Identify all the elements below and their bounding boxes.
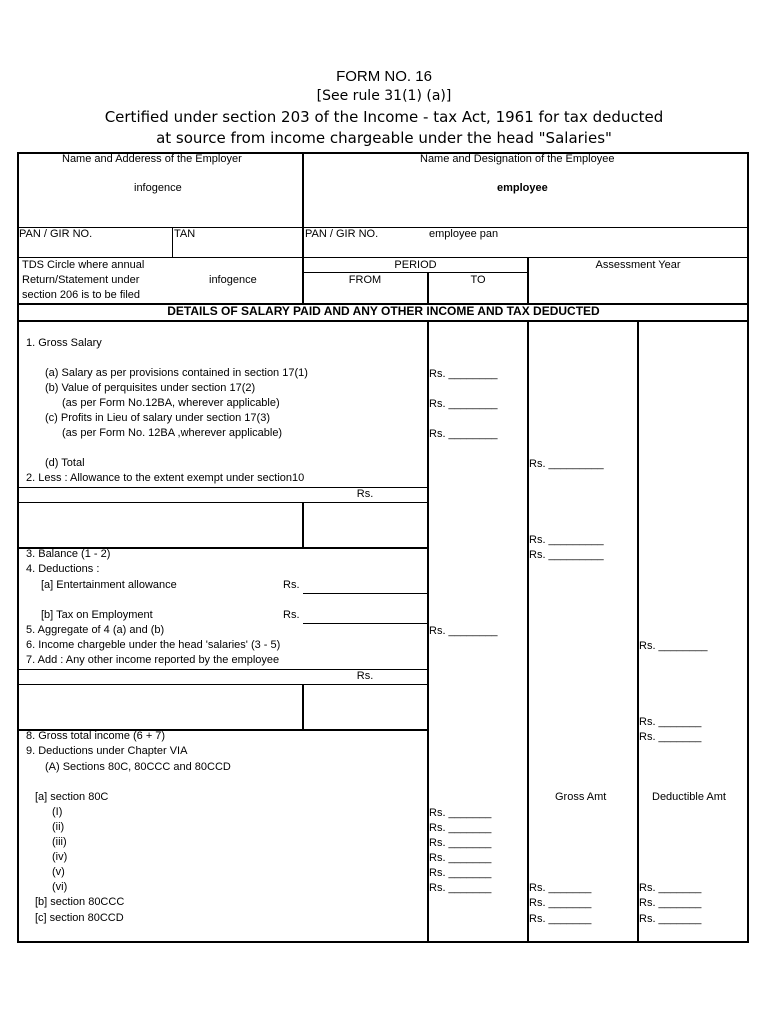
row-profits-lieu: (c) Profits in Lieu of salary under section 17(3) <box>45 412 270 424</box>
row-other-income: 7. Add : Any other income reported by the employee <box>26 654 280 666</box>
tax-employment-rs-label: Rs. <box>283 609 300 621</box>
amount-80c-iv[interactable]: Rs. _______ <box>429 852 492 864</box>
deductible-amt-80c-vi[interactable]: Rs. _______ <box>639 882 702 894</box>
pan-gir-label: PAN / GIR NO. <box>19 228 93 240</box>
row-perquisites-note: (as per Form No.12BA, wherever applicable) <box>62 397 280 409</box>
amount-profits-lieu[interactable]: Rs. ________ <box>429 428 498 440</box>
deductible-amt-80ccc[interactable]: Rs. _______ <box>639 897 702 909</box>
employee-pan-value: employee pan <box>429 228 499 240</box>
amount-80c-vi[interactable]: Rs. _______ <box>429 882 492 894</box>
row-gross-total-income: 8. Gross total income (6 + 7) <box>26 730 166 742</box>
entertainment-rs-label: Rs. <box>283 579 300 591</box>
deductible-amt-80ccd[interactable]: Rs. _______ <box>639 913 702 925</box>
allowance-rs-label: Rs. <box>356 488 374 500</box>
row-aggregate: 5. Aggregate of 4 (a) and (b) <box>26 624 165 636</box>
period-label: PERIOD <box>394 259 437 271</box>
amount-gross-total-income[interactable]: Rs. _______ <box>639 731 702 743</box>
amount-allowance-exempt[interactable]: Rs. _________ <box>529 534 604 546</box>
amount-salary-17-1[interactable]: Rs. ________ <box>429 368 498 380</box>
row-less-allowance: 2. Less : Allowance to the extent exempt under section10 <box>26 472 305 484</box>
amount-balance[interactable]: Rs. _________ <box>529 549 604 561</box>
row-deductions-via: 9. Deductions under Chapter VIA <box>26 745 188 757</box>
row-sections-80c: (A) Sections 80C, 80CCC and 80CCD <box>45 761 231 773</box>
row-gross-salary: 1. Gross Salary <box>26 337 102 349</box>
employee-label: Name and Designation of the Employee <box>420 153 615 165</box>
employee-value: employee <box>497 182 548 194</box>
certification-line-2: at source from income chargeable under the head "Salaries" <box>156 129 612 147</box>
period-from-label: FROM <box>348 274 382 286</box>
tds-circle-line-1: TDS Circle where annual <box>22 259 145 271</box>
row-income-chargeable: 6. Income chargeble under the head 'salaries' (3 - 5) <box>26 639 281 651</box>
section-title: DETAILS OF SALARY PAID AND ANY OTHER INCOME AND TAX DEDUCTED <box>167 304 600 318</box>
amount-perquisites[interactable]: Rs. ________ <box>429 398 498 410</box>
tds-circle-line-2: Return/Statement under <box>22 274 140 286</box>
row-perquisites: (b) Value of perquisites under section 17(2) <box>45 382 256 394</box>
row-80c-v: (v) <box>52 866 65 878</box>
form-number: FORM NO. 16 <box>336 68 432 85</box>
row-balance: 3. Balance (1 - 2) <box>26 548 111 560</box>
row-section-80ccd: [c] section 80CCD <box>35 912 124 924</box>
row-80c-iv: (iv) <box>52 851 68 863</box>
row-entertainment: [a] Entertainment allowance <box>41 579 177 591</box>
row-section-80c: [a] section 80C <box>35 791 109 803</box>
gross-amt-80c-vi[interactable]: Rs. _______ <box>529 882 592 894</box>
row-salary-17-1: (a) Salary as per provisions contained in section 17(1) <box>45 367 308 379</box>
amount-80c-ii[interactable]: Rs. _______ <box>429 822 492 834</box>
gross-amt-header: Gross Amt <box>555 791 607 803</box>
other-income-rs-label: Rs. <box>356 670 374 682</box>
row-80c-iii: (iii) <box>52 836 67 848</box>
row-profits-note: (as per Form No. 12BA ,wherever applicable) <box>62 427 283 439</box>
row-80c-ii: (ii) <box>52 821 65 833</box>
assessment-year-label: Assessment Year <box>595 259 681 271</box>
row-deductions: 4. Deductions : <box>26 563 100 575</box>
tan-label: TAN <box>174 228 196 240</box>
deductible-amt-header: Deductible Amt <box>652 791 726 803</box>
tds-circle-value: infogence <box>209 274 257 286</box>
period-to-label: TO <box>470 274 486 286</box>
certification-line-1: Certified under section 203 of the Income - tax Act, 1961 for tax deducted <box>104 108 664 126</box>
row-80c-vi: (vi) <box>52 881 68 893</box>
rule-reference: [See rule 31(1) (a)] <box>316 88 452 104</box>
amount-aggregate[interactable]: Rs. ________ <box>429 625 498 637</box>
employer-value: infogence <box>134 182 182 194</box>
row-section-80ccc: [b] section 80CCC <box>35 896 125 908</box>
gross-amt-80ccc[interactable]: Rs. _______ <box>529 897 592 909</box>
gross-amt-80ccd[interactable]: Rs. _______ <box>529 913 592 925</box>
employee-pan-label: PAN / GIR NO. <box>305 228 379 240</box>
row-80c-i: (I) <box>52 806 63 818</box>
amount-80c-iii[interactable]: Rs. _______ <box>429 837 492 849</box>
amount-total[interactable]: Rs. _________ <box>529 458 604 470</box>
amount-80c-v[interactable]: Rs. _______ <box>429 867 492 879</box>
row-total: (d) Total <box>45 457 85 469</box>
employer-label: Name and Adderess of the Employer <box>62 153 242 165</box>
amount-80c-i[interactable]: Rs. _______ <box>429 807 492 819</box>
row-tax-employment: [b] Tax on Employment <box>41 609 153 621</box>
tds-circle-line-3: section 206 is to be filed <box>22 289 141 301</box>
amount-income-chargeable[interactable]: Rs. ________ <box>639 640 708 652</box>
amount-other-income[interactable]: Rs. _______ <box>639 716 702 728</box>
